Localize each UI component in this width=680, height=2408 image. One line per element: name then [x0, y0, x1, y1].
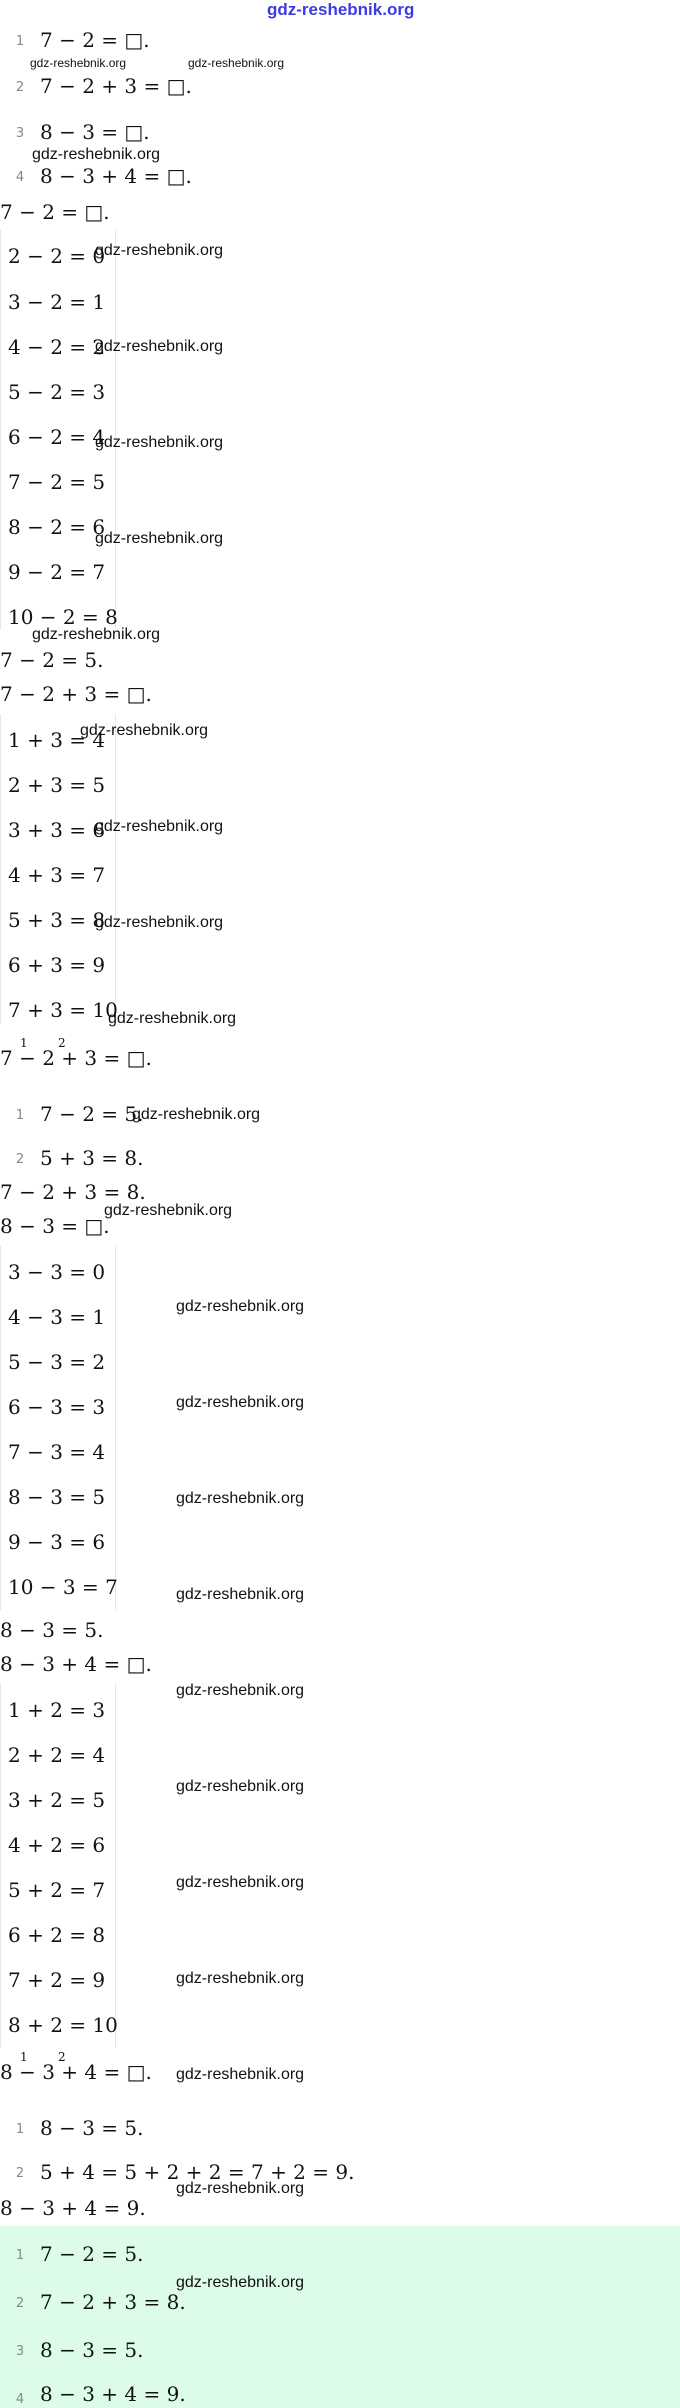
answer-number: 2: [15, 2296, 25, 2311]
order-expression: 8 − 3 + 4 = □.: [0, 2060, 152, 2084]
answer-expression: 8 − 3 = 5.: [40, 2338, 144, 2362]
section-title: 8 − 3 = □.: [0, 1214, 110, 1238]
order-expression: 7 − 2 + 3 = □.: [0, 1046, 152, 1070]
step-expression: 8 − 3 = 5.: [40, 2116, 144, 2140]
section-title: 8 − 3 + 4 = □.: [0, 1652, 152, 1676]
step-expression: 5 + 3 = 8.: [40, 1146, 144, 1170]
table-row: 7 + 3 = 10: [8, 998, 118, 1022]
table-row: 6 + 3 = 9: [8, 953, 106, 977]
section-result: 7 − 2 + 3 = 8.: [0, 1180, 146, 1204]
table-row: 5 − 3 = 2: [8, 1350, 106, 1374]
table-row: 2 + 3 = 5: [8, 773, 106, 797]
order-mark: 1: [20, 1036, 28, 1050]
section-result: 8 − 3 + 4 = 9.: [0, 2196, 146, 2220]
answer-expression: 7 − 2 + 3 = 8.: [40, 2290, 186, 2314]
table-row: 9 − 2 = 7: [8, 560, 106, 584]
step-number: 3: [15, 126, 25, 141]
step-number: 1: [15, 2122, 25, 2137]
table-row: 7 − 3 = 4: [8, 1440, 106, 1464]
step-number: 1: [15, 34, 25, 49]
table-row: 2 − 2 = 0: [8, 244, 106, 268]
table-row: 3 − 3 = 0: [8, 1260, 106, 1284]
watermark-text: gdz-reshebnik.org: [132, 1106, 261, 1123]
number-table: [0, 1246, 116, 1610]
table-row: 7 − 2 = 5: [8, 470, 106, 494]
table-row: 6 + 2 = 8: [8, 1923, 106, 1947]
table-row: 8 − 2 = 6: [8, 515, 106, 539]
section-result: 8 − 3 = 5.: [0, 1618, 104, 1642]
watermark-text: gdz-reshebnik.org: [176, 2066, 305, 2083]
watermark-text: gdz-reshebnik.org: [176, 1298, 305, 1315]
step-expression: 8 − 3 = □.: [40, 120, 150, 144]
watermark-text: gdz-reshebnik.org: [176, 1874, 305, 1891]
watermark-text: gdz-reshebnik.org: [104, 1202, 233, 1219]
table-row: 6 − 2 = 4: [8, 425, 106, 449]
watermark-text: gdz-reshebnik.org: [176, 1394, 305, 1411]
step-expression: 8 − 3 + 4 = □.: [40, 164, 192, 188]
step-number: 2: [15, 1152, 25, 1167]
table-row: 3 + 3 = 6: [8, 818, 106, 842]
step-number: 2: [15, 2166, 25, 2181]
watermark-text: gdz-reshebnik.org: [188, 56, 285, 70]
order-mark: 1: [20, 2050, 28, 2064]
answer-number: 3: [15, 2344, 25, 2359]
watermark-text: gdz-reshebnik.org: [176, 1490, 305, 1507]
answer-expression: 7 − 2 = 5.: [40, 2242, 144, 2266]
step-number: 4: [15, 170, 25, 185]
table-row: 4 + 3 = 7: [8, 863, 106, 887]
table-row: 9 − 3 = 6: [8, 1530, 106, 1554]
table-row: 1 + 2 = 3: [8, 1698, 106, 1722]
table-row: 3 + 2 = 5: [8, 1788, 106, 1812]
table-row: 10 − 3 = 7: [8, 1575, 118, 1599]
watermark-text: gdz-reshebnik.org: [95, 818, 224, 835]
section-title: 7 − 2 = □.: [0, 200, 110, 224]
table-row: 8 − 3 = 5: [8, 1485, 106, 1509]
table-row: 5 − 2 = 3: [8, 380, 106, 404]
watermark-text: gdz-reshebnik.org: [176, 2274, 305, 2291]
watermark-text: gdz-reshebnik.org: [95, 914, 224, 931]
step-expression: 7 − 2 + 3 = □.: [40, 74, 192, 98]
watermark-text: gdz-reshebnik.org: [95, 338, 224, 355]
answer-number: 4: [15, 2392, 25, 2407]
watermark-text: gdz-reshebnik.org: [95, 434, 224, 451]
watermark-text: gdz-reshebnik.org: [80, 722, 209, 739]
answer-number: 1: [15, 2248, 25, 2263]
table-row: 10 − 2 = 8: [8, 605, 118, 629]
watermark-text: gdz-reshebnik.org: [32, 626, 161, 643]
step-number: 2: [15, 80, 25, 95]
step-expression: 7 − 2 = 5.: [40, 1102, 144, 1126]
table-row: 3 − 2 = 1: [8, 290, 106, 314]
watermark-text: gdz-reshebnik.org: [32, 146, 161, 163]
watermark-text: gdz-reshebnik.org: [30, 56, 127, 70]
table-row: 1 + 3 = 4: [8, 728, 106, 752]
table-row: 6 − 3 = 3: [8, 1395, 106, 1419]
site-watermark-header[interactable]: gdz-reshebnik.org: [267, 0, 415, 19]
watermark-text: gdz-reshebnik.org: [108, 1010, 237, 1027]
step-expression: 7 − 2 = □.: [40, 28, 150, 52]
table-row: 5 + 3 = 8: [8, 908, 106, 932]
table-row: 8 + 2 = 10: [8, 2013, 118, 2037]
step-expression: 5 + 4 = 5 + 2 + 2 = 7 + 2 = 9.: [40, 2160, 355, 2184]
table-row: 4 + 2 = 6: [8, 1833, 106, 1857]
watermark-text: gdz-reshebnik.org: [176, 1778, 305, 1795]
table-row: 2 + 2 = 4: [8, 1743, 106, 1767]
table-row: 7 + 2 = 9: [8, 1968, 106, 1992]
watermark-text: gdz-reshebnik.org: [176, 1970, 305, 1987]
section-title: 7 − 2 + 3 = □.: [0, 682, 152, 706]
order-mark: 2: [58, 2050, 66, 2064]
order-mark: 2: [58, 1036, 66, 1050]
answer-expression: 8 − 3 + 4 = 9.: [40, 2382, 186, 2406]
watermark-text: gdz-reshebnik.org: [176, 1682, 305, 1699]
watermark-text: gdz-reshebnik.org: [95, 530, 224, 547]
table-row: 5 + 2 = 7: [8, 1878, 106, 1902]
step-number: 1: [15, 1108, 25, 1123]
section-result: 7 − 2 = 5.: [0, 648, 104, 672]
watermark-text: gdz-reshebnik.org: [176, 2180, 305, 2197]
watermark-text: gdz-reshebnik.org: [176, 1586, 305, 1603]
table-row: 4 − 2 = 2: [8, 335, 106, 359]
number-table: [0, 1684, 116, 2048]
watermark-text: gdz-reshebnik.org: [95, 242, 224, 259]
table-row: 4 − 3 = 1: [8, 1305, 106, 1329]
